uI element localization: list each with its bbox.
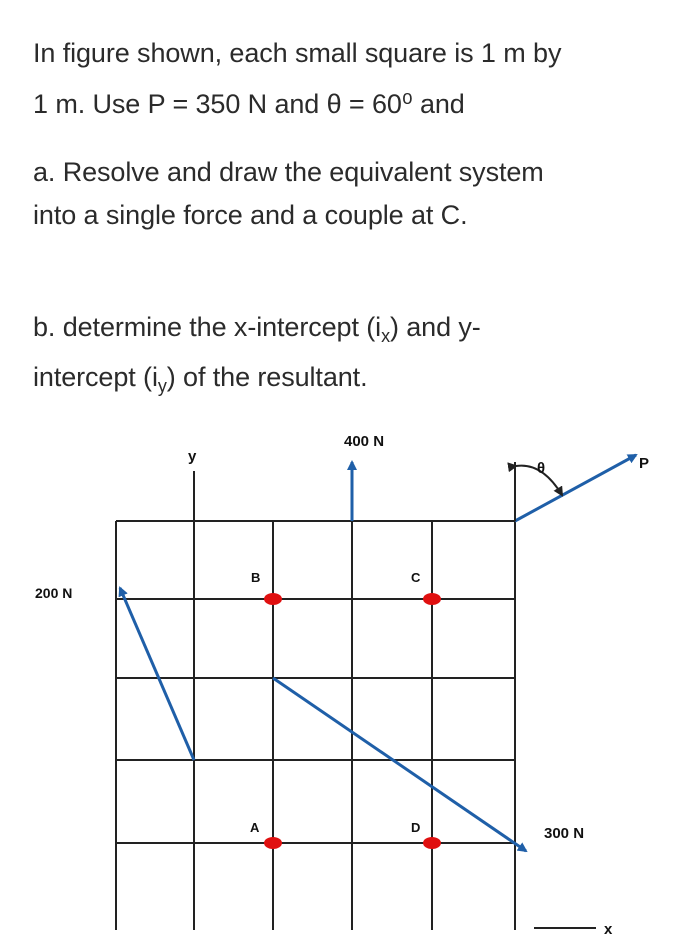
force-300-arrow bbox=[273, 678, 526, 851]
force-200-label: 200 N bbox=[35, 585, 73, 601]
subscript-x: x bbox=[381, 326, 390, 346]
part-b-line-1-text: b. determine the x-intercept (i bbox=[33, 312, 382, 342]
force-300-label: 300 N bbox=[544, 825, 585, 842]
problem-line-1: In figure shown, each small square is 1 m by bbox=[33, 38, 562, 68]
point-d-marker bbox=[423, 837, 441, 849]
point-a-marker bbox=[264, 837, 282, 849]
force-200-arrow bbox=[120, 588, 194, 760]
point-c-label: C bbox=[411, 570, 421, 585]
angle-theta-label: θ bbox=[537, 460, 546, 477]
point-c-marker bbox=[423, 593, 441, 605]
problem-line-2: 1 m. Use P = 350 N and θ = 60⁰ and bbox=[33, 89, 465, 119]
force-400-label: 400 N bbox=[344, 433, 385, 450]
point-b-label: B bbox=[251, 570, 261, 585]
force-p-arrow bbox=[515, 455, 636, 521]
subscript-y: y bbox=[157, 376, 167, 396]
part-a-line-2: into a single force and a couple at C. bbox=[33, 200, 468, 230]
point-d-label: D bbox=[411, 820, 421, 835]
part-b-line-1-rest: ) and y- bbox=[389, 312, 481, 342]
point-a-label: A bbox=[250, 820, 260, 835]
grid bbox=[116, 521, 515, 930]
x-axis-label: x bbox=[604, 921, 613, 938]
y-axis-label: y bbox=[188, 448, 197, 465]
part-b-line-2-text: intercept (i bbox=[33, 362, 158, 392]
point-b-marker bbox=[264, 593, 282, 605]
part-b-line-2-rest: ) of the resultant. bbox=[166, 362, 368, 392]
part-a-line-1: a. Resolve and draw the equivalent system bbox=[33, 157, 544, 187]
force-p-label: P bbox=[639, 455, 650, 472]
